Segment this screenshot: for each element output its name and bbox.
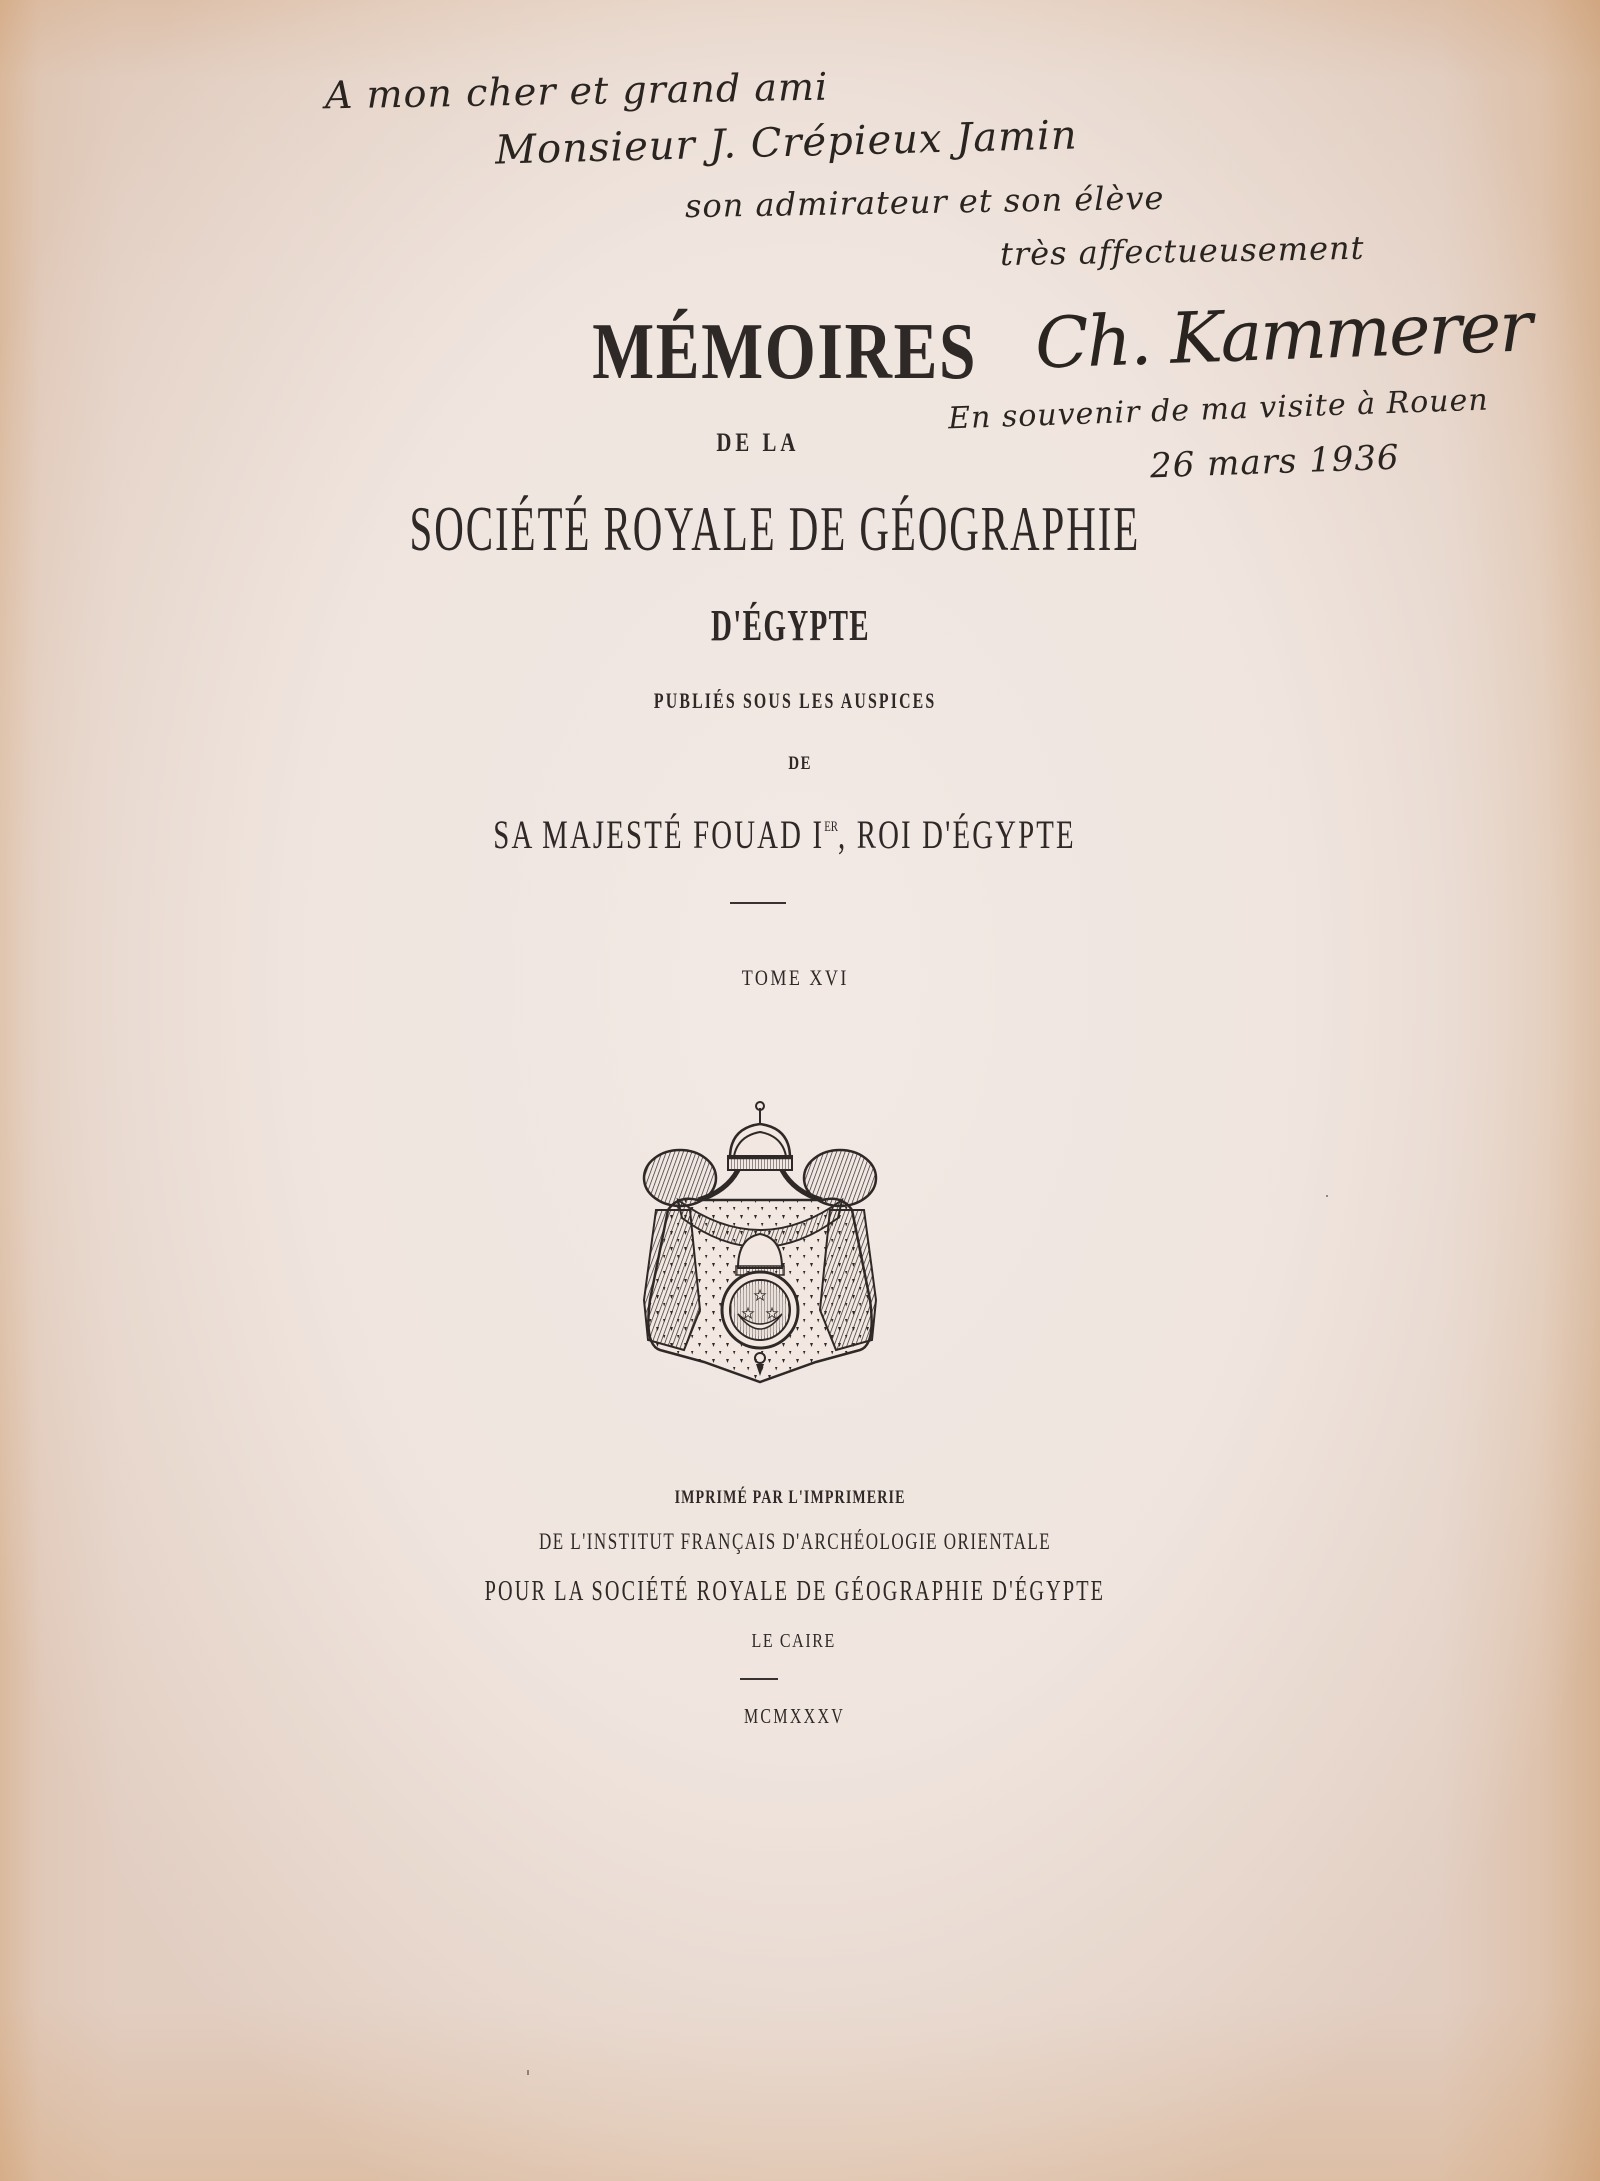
- imprint-divider-rule: [740, 1678, 778, 1680]
- inscription-date: 26 mars 1936: [1149, 437, 1401, 487]
- svg-text:★: ★: [753, 1289, 767, 1304]
- inscription-line-3: son admirateur et son élève: [684, 178, 1165, 226]
- main-title-text: MÉMOIRES: [592, 308, 978, 396]
- svg-text:★: ★: [741, 1307, 755, 1322]
- auspices-de-text: DE: [788, 753, 812, 774]
- imprint-publisher-text: POUR LA SOCIÉTÉ ROYALE DE GÉOGRAPHIE D'ÉGYPTE: [484, 1576, 1106, 1607]
- society-name-text: SOCIÉTÉ ROYALE DE GÉOGRAPHIE: [409, 493, 1141, 564]
- imprint-city: [0, 1631, 1600, 1651]
- volume-text: TOME XVI: [741, 965, 849, 990]
- volume-label: [0, 967, 1600, 989]
- imprint-printer-text: IMPRIMÉ PAR L'IMPRIMERIE: [674, 1487, 906, 1508]
- auspices-text: PUBLIÉS SOUS LES AUSPICES: [653, 688, 937, 713]
- coat-of-arms-icon: [638, 1100, 882, 1386]
- paper-speck: [527, 2070, 529, 2075]
- society-country-text: D'ÉGYPTE: [710, 601, 870, 650]
- imprint-printer: [0, 1488, 1600, 1507]
- title-connector-text: DE LA: [716, 428, 799, 457]
- patron-text: [493, 812, 1077, 857]
- divider-rule: [730, 902, 786, 904]
- imprint-institute: [0, 1530, 1600, 1553]
- imprint-year-text: MCMXXXV: [744, 1704, 846, 1728]
- patron-name: SA MAJESTÉ FOUAD I: [493, 812, 825, 857]
- inscription-line-souvenir: En souvenir de ma visite à Rouen: [947, 382, 1490, 437]
- inscription-line-1: A mon cher et grand ami: [324, 64, 829, 118]
- imprint-year: [0, 1706, 1600, 1727]
- svg-text:★: ★: [765, 1307, 779, 1322]
- imprint-city-text: LE CAIRE: [751, 1630, 837, 1652]
- society-country: [0, 601, 1600, 650]
- inscription-signature: Ch. Kammerer: [1033, 285, 1532, 385]
- title-connector: [0, 430, 1600, 456]
- imprint-publisher: [0, 1578, 1600, 1606]
- imprint-institute-text: DE L'INSTITUT FRANÇAIS D'ARCHÉOLOGIE ORIENTALE: [538, 1529, 1052, 1554]
- main-title: [0, 308, 1600, 396]
- patron-ordinal: ER: [824, 819, 839, 835]
- inscription-line-2: Monsieur J. Crépieux Jamin: [494, 112, 1079, 174]
- patron-line: [0, 812, 1600, 857]
- patron-title: , ROI D'ÉGYPTE: [838, 812, 1077, 857]
- auspices-de: [0, 754, 1600, 773]
- paper-speck: [1326, 1195, 1328, 1197]
- auspices-line: [0, 690, 1600, 712]
- society-name: [0, 493, 1600, 564]
- inscription-line-4: très affectueusement: [999, 228, 1365, 274]
